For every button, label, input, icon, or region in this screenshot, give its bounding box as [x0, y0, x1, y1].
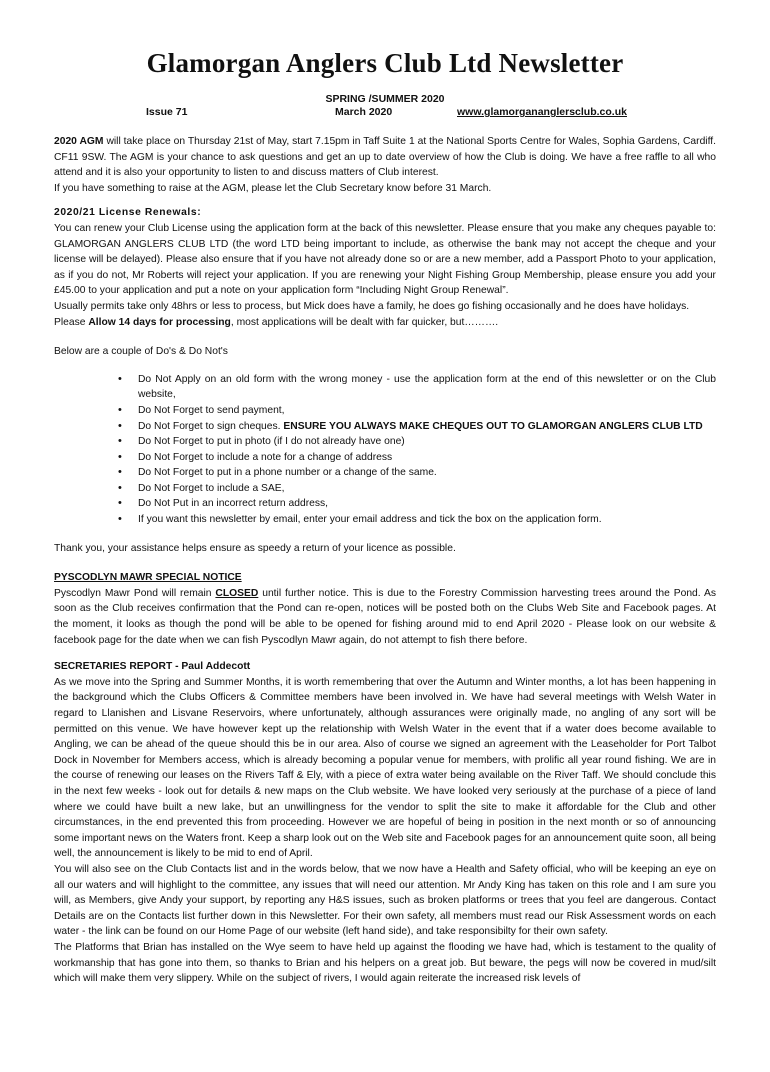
- list-item: [54, 450, 716, 466]
- renewals-heading: 2020/21 License Renewals:: [54, 207, 202, 219]
- list-item-text: Do Not Forget to send payment,: [138, 404, 285, 416]
- list-item-text: Do Not Forget to put in photo (if I do not already have one): [138, 436, 405, 448]
- renewals-section: [54, 205, 716, 556]
- list-item-text: Do Not Forget to include a SAE,: [138, 482, 285, 494]
- bullet-icon: •: [118, 466, 122, 479]
- dos-intro: Below are a couple of Do's & Do Not's: [54, 346, 228, 358]
- renewals-para-1: You can renew your Club License using the application form at the back of this newsletter. Please ensure that you make any cheques payable to: GLAMORGAN ANGLERS CLUB LTD (the word LTD being important to include, as otherwise the bank may not accept the cheque and your license will be delayed). Please also ensure that if you have not already done so or are a new member, add a Passport Photo to your application, as if you do not, Mr Roberts will reject your application. If you are renewing your Night Fishing Group Membership, please ensure you add your £45.00 to your application and put a note on your application form “Including Night Group Renewal”.: [54, 222, 716, 297]
- thanks-text: Thank you, your assistance helps ensure as speedy a return of your licence as possible.: [54, 542, 456, 554]
- newsletter-page: [0, 48, 770, 1072]
- list-item: [54, 419, 716, 435]
- agm-paragraph: [54, 134, 716, 181]
- renewals-para-3-post: , most applications will be dealt with far quicker, but……….: [230, 316, 499, 328]
- secretary-para-2: You will also see on the Club Contacts list and in the words below, that we now have a Health and Safety official, who will be keeping an eye on all our waters and will highlight to the committee, any issues that will need our attention. Mr Andy King has taken on this role and I am sure you will, as Members, give Andy your support, by reporting any H&S issues, such as broken platforms or trees that you feel are dangerous. Contact Details are on the Contacts list further down in this Newsletter. For their own safety, all members must read our Risk Assessment words on each water - the link can be found on our Home Page of our website (left hand side), and take responsibilty for their own safety.: [54, 863, 716, 938]
- website-link[interactable]: www.glamorgananglersclub.co.uk: [457, 106, 627, 118]
- bullet-icon: •: [118, 497, 122, 510]
- list-item: [54, 481, 716, 497]
- agm-section: [54, 134, 716, 196]
- renewals-para-3-pre: Please: [54, 316, 89, 328]
- bullet-icon: •: [118, 419, 122, 432]
- bullet-icon: •: [118, 435, 122, 448]
- newsletter-title: Glamorgan Anglers Club Ltd Newsletter: [146, 48, 624, 78]
- pyscodlyn-section: [54, 570, 716, 648]
- secretary-para-3: The Platforms that Brian has installed on the Wye seem to have held up against the flooding we have had, which is testament to the quality of workmanship that has gone into them, so thanks to Brian and his helpers on a great job. But beware, the pegs will now be covered in mud/silt which will make them very slippery. While on the subject of rivers, I would again reiterate the increased risk levels of: [54, 941, 716, 985]
- pyscodlyn-heading: PYSCODLYN MAWR SPECIAL NOTICE: [54, 572, 242, 584]
- list-item: [54, 372, 716, 403]
- renewals-para-2: Usually permits take only 48hrs or less to process, but Mick does have a family, he does go fishing occasionally and he does have holidays.: [54, 300, 690, 312]
- issue-meta-row: [54, 105, 716, 121]
- list-item-text: Do Not Apply on an old form with the wrong money - use the application form at the end of this newsletter or on the Club website,: [138, 373, 716, 401]
- agm-text: will take place on Thursday 21st of May, start 7.15pm in Taff Suite 1 at the National Sports Centre for Wales, Sophia Gardens, Cardiff. CF11 9SW. The AGM is your chance to ask questions and get an up to date overview of how the Club is doing. We have a free raffle to all who attend and it is also your opportunity to listen to and discuss matters of Club interest.: [54, 136, 716, 179]
- cheque-emphasis: ENSURE YOU ALWAYS MAKE CHEQUES OUT TO GLAMORGAN ANGLERS CLUB LTD: [283, 420, 703, 432]
- list-item: [54, 434, 716, 450]
- bullet-icon: •: [118, 372, 122, 385]
- secretary-para-1: As we move into the Spring and Summer Months, it is worth remembering that over the Autumn and Winter months, a lot has been happening in the background which the Clubs Officers & Committee members have been involved in. We have had several meetings with Welsh Water in regard to Llanishen and Lisvane Reservoirs, where unfortunately, although assurances were originally made, no angling of any sort will be permitted on this venue. We have however kept up the relationship with Welsh Water in the event that if a water does become available to Angling, we can be ahead of the queue should this be in our area. Also of course we signed an agreement with the Leaseholder for Port Talbot Dock in November for Members access, which is already becoming a popular venue for members, with prolific all year round fishing. We are in the course of renewing our leases on the Rivers Taff & Ely, with a piece of extra water being available on the River Taff. We should conclude this in the next few weeks - look out for details & new maps on the Club website. We have looked very seriously at the purchase of a piece of land where we could have built a new lake, but an unwillingness for the vendor to split the site to make it affordable for the Club and other circumstances, in the end prevented this from proceeding. However we are hopeful of being in position in the next month or so of announcing some important news on the Waters front. Keep a sharp look out on the Web site and Facebook pages for an announcement quite soon, all being well, the announcement is likely to be mid to end of April.: [54, 676, 716, 860]
- list-item: [54, 403, 716, 419]
- list-item-text: Do Not Forget to sign cheques.: [138, 420, 284, 432]
- closed-emphasis: CLOSED: [215, 587, 259, 599]
- list-item-text: Do Not Forget to put in a phone number or a change of the same.: [138, 467, 437, 479]
- processing-emphasis: Allow 14 days for processing: [88, 316, 231, 328]
- agm-note: If you have something to raise at the AGM, please let the Club Secretary know before 31 March.: [54, 182, 492, 194]
- list-item-text: Do Not Put in an incorrect return address,: [138, 498, 329, 510]
- secretary-heading: SECRETARIES REPORT - Paul Addecott: [54, 661, 251, 673]
- list-item-text: Do Not Forget to include a note for a change of address: [138, 451, 393, 463]
- pyscodlyn-paragraph: [54, 586, 716, 648]
- issue-date: March 2020: [335, 106, 393, 118]
- pyscodlyn-text-pre: Pyscodlyn Mawr Pond will remain: [54, 587, 216, 599]
- list-item-text: If you want this newsletter by email, enter your email address and tick the box on the application form.: [138, 514, 602, 526]
- list-item: [54, 512, 716, 528]
- list-item: [54, 496, 716, 512]
- bullet-icon: •: [118, 403, 122, 416]
- bullet-icon: •: [118, 450, 122, 463]
- secretary-section: [54, 659, 716, 986]
- pyscodlyn-text-post: until further notice. This is due to the Forestry Commission harvesting trees around the Pond. As soon as the Club receives confirmation that the Pond can re-open, notices will be posted both on the Clubs Web Site and Facebook pages. At the moment, it looks as though the pond will be able to be opened for fishing around mid to end April 2020 - Please look on our website & facebook page for the date when we can fish Pyscodlyn Mawr again, do not attempt to fish there before.: [54, 587, 716, 646]
- bullet-icon: •: [118, 481, 122, 494]
- list-item: [54, 465, 716, 481]
- issue-number: Issue 71: [146, 106, 188, 118]
- agm-lead: 2020 AGM: [54, 136, 104, 147]
- season-label: SPRING /SUMMER 2020: [325, 93, 445, 105]
- bullet-icon: •: [118, 513, 122, 526]
- renewals-para-3: [54, 315, 716, 331]
- dos-list: [54, 372, 716, 528]
